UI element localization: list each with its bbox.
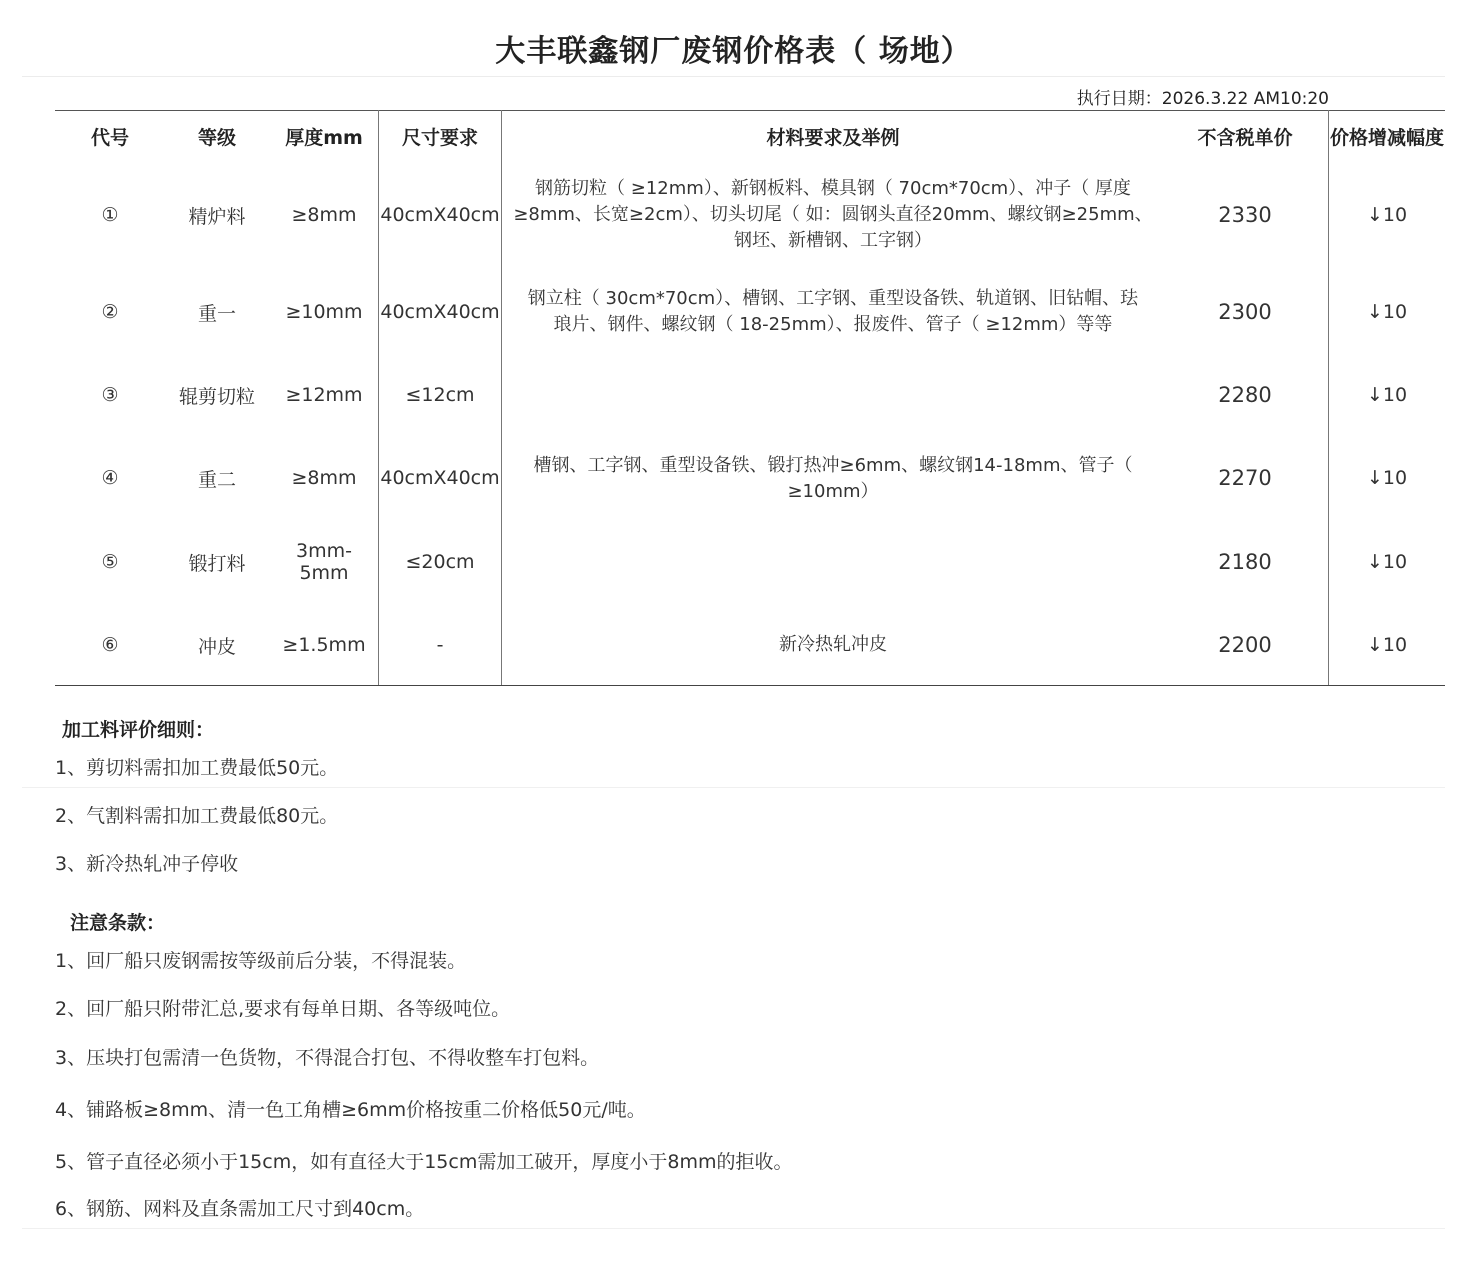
notice-clause-item: 4、铺路板≥8mm、清一色工角槽≥6mm价格按重二价格低50元/吨。 xyxy=(55,1099,646,1121)
row-grade: 锻打料 xyxy=(188,552,246,575)
row-price: 2300 xyxy=(1218,300,1272,324)
divider xyxy=(22,787,1445,788)
row-thickness: ≥8mm xyxy=(291,204,357,226)
description-line: 槽钢、工字钢、重型设备铁、锻打热冲≥6mm、螺纹钢14-18mm、管子（ xyxy=(533,455,1133,476)
execution-date: 执行日期：2026.3.22 AM10:20 xyxy=(1076,89,1329,109)
header-code: 代号 xyxy=(90,126,129,149)
notice-clauses-title: 注意条款： xyxy=(70,912,166,934)
notice-clause-item: 2、回厂船只附带汇总,要求有每单日期、各等级吨位。 xyxy=(55,998,511,1020)
row-price: 2280 xyxy=(1218,383,1272,407)
row-thickness: 3mm-5mm xyxy=(296,540,352,584)
row-price: 2180 xyxy=(1218,550,1272,574)
row-code: ⑤ xyxy=(101,551,119,573)
row-grade: 重二 xyxy=(197,468,236,491)
row-size: 40cmX40cm xyxy=(380,467,500,489)
description-line: 钢筋切粒（ ≥12mm）、新钢板料、模具钢（ 70cm*70cm）、冲子（ 厚度 xyxy=(535,178,1131,199)
table-top-border xyxy=(55,110,1445,111)
description-line: ≥10mm） xyxy=(787,481,879,502)
row-code: ③ xyxy=(101,384,119,406)
header-size: 尺寸要求 xyxy=(401,126,478,149)
header-change: 价格增减幅度 xyxy=(1329,126,1444,149)
description-line: 琅片、钢件、螺纹钢（ 18-25mm）、报废件、管子（ ≥12mm）等等 xyxy=(553,314,1113,335)
material-description xyxy=(503,175,1163,255)
row-size: 40cmX40cm xyxy=(380,301,500,323)
row-grade: 重一 xyxy=(197,302,236,325)
processing-rule-item: 3、新冷热轧冲子停收 xyxy=(55,853,239,875)
material-description xyxy=(503,630,1163,660)
row-change: ↓10 xyxy=(1366,551,1408,573)
header-grade: 等级 xyxy=(197,126,236,149)
notice-clause-item: 3、压块打包需清一色货物，不得混合打包、不得收整车打包料。 xyxy=(55,1047,600,1069)
material-description xyxy=(503,452,1163,506)
table-bottom-border xyxy=(55,685,1445,686)
row-price: 2270 xyxy=(1218,466,1272,490)
row-size: 40cmX40cm xyxy=(380,204,500,226)
notice-clause-item: 6、钢筋、网料及直条需加工尺寸到40cm。 xyxy=(55,1198,425,1220)
row-change: ↓10 xyxy=(1366,634,1408,656)
row-change: ↓10 xyxy=(1366,204,1408,226)
row-size: ≤12cm xyxy=(405,384,475,406)
row-code: ④ xyxy=(101,467,119,489)
divider xyxy=(22,1228,1445,1229)
column-divider xyxy=(501,110,502,686)
page-title: 大丰联鑫钢厂废钢价格表（ 场地） xyxy=(495,34,972,69)
row-thickness: ≥12mm xyxy=(285,384,363,406)
row-price: 2330 xyxy=(1218,203,1272,227)
row-change: ↓10 xyxy=(1366,301,1408,323)
description-line: ≥8mm、长宽≥2cm）、切头切尾（ 如：圆钢头直径20mm、螺纹钢≥25mm、 xyxy=(513,204,1153,225)
description-line: 钢立柱（ 30cm*70cm）、槽钢、工字钢、重型设备铁、轨道钢、旧钻帽、珐 xyxy=(527,288,1139,309)
processing-rule-item: 1、剪切料需扣加工费最低50元。 xyxy=(55,757,339,779)
description-line: 新冷热轧冲皮 xyxy=(779,634,887,655)
row-price: 2200 xyxy=(1218,633,1272,657)
row-grade: 精炉料 xyxy=(188,205,246,228)
title-divider xyxy=(22,76,1445,77)
row-grade: 辊剪切粒 xyxy=(178,385,255,408)
row-code: ① xyxy=(101,204,119,226)
row-thickness: ≥10mm xyxy=(285,301,363,323)
header-material: 材料要求及举例 xyxy=(766,126,900,149)
row-code: ② xyxy=(101,301,119,323)
row-size: ≤20cm xyxy=(405,551,475,573)
description-line: 钢坯、新槽钢、工字钢） xyxy=(734,230,932,251)
row-thickness: ≥8mm xyxy=(291,467,357,489)
processing-rules-title: 加工料评价细则： xyxy=(62,719,215,741)
notice-clause-item: 1、回厂船只废钢需按等级前后分装，不得混装。 xyxy=(55,950,467,972)
row-size: - xyxy=(436,634,444,656)
row-code: ⑥ xyxy=(101,634,119,656)
row-grade: 冲皮 xyxy=(197,635,236,658)
header-thickness: 厚度mm xyxy=(285,126,363,149)
processing-rule-item: 2、气割料需扣加工费最低80元。 xyxy=(55,805,339,827)
header-price: 不含税单价 xyxy=(1197,126,1293,149)
row-change: ↓10 xyxy=(1366,467,1408,489)
material-description xyxy=(503,285,1163,339)
row-change: ↓10 xyxy=(1366,384,1408,406)
row-thickness: ≥1.5mm xyxy=(282,634,366,656)
notice-clause-item: 5、管子直径必须小于15cm，如有直径大于15cm需加工破开，厚度小于8mm的拒收。 xyxy=(55,1151,793,1173)
column-divider xyxy=(378,110,379,686)
